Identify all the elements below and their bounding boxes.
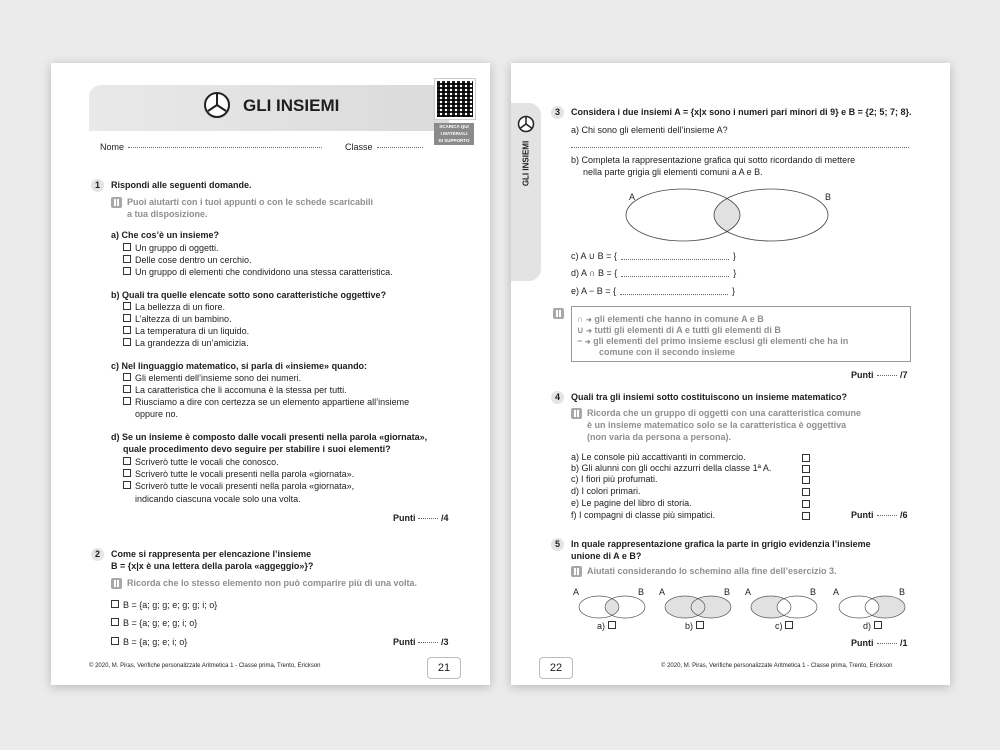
set-b-label: B [638, 587, 645, 597]
score-label: Punti [851, 370, 874, 380]
subquestion: quale procedimento devo seguire per stabilire i suoi elementi? [123, 444, 391, 454]
option[interactable]: Delle cose dentro un cerchio. [123, 255, 252, 266]
set-a-label: A [629, 192, 636, 202]
option-label: e) Le pagine del libro di storia. [571, 498, 692, 508]
hint-text: a tua disposizione. [127, 209, 208, 219]
page-number: 22 [539, 657, 573, 679]
option[interactable]: La bellezza di un fiore. [123, 302, 225, 313]
option[interactable]: B = {a; g; g; e; g; g; i; o} [111, 600, 217, 611]
venn-diagram[interactable] [623, 187, 833, 245]
copyright-footer: © 2020, M. Piras, Verifiche personalizzate Aritmetica 1 - Classe prima, Trento, Erickson [661, 663, 893, 669]
question-title: Rispondi alle seguenti domande. [111, 180, 252, 190]
checkbox[interactable] [802, 500, 810, 508]
qr-code[interactable] [435, 79, 475, 119]
venn-option-d[interactable] [837, 594, 907, 620]
union-answer[interactable]: c) A ∪ B = { } [571, 251, 736, 261]
score-label: Punti [851, 510, 874, 520]
question-title: unione di A e B? [571, 551, 642, 561]
set-a-label: A [745, 587, 752, 597]
option-continued: oppure no. [135, 409, 179, 419]
qr-caption: SCARICA QUI I MATERIALI DI SUPPORTO [434, 123, 474, 145]
legend-row-continued: comune con il secondo insieme [599, 347, 736, 357]
right-page [511, 63, 950, 685]
checkbox[interactable] [802, 488, 810, 496]
option-label: c) I fiori più profumati. [571, 474, 658, 484]
subquestion: d) Se un insieme è composto dalle vocali presenti nella parola «giornata», [111, 432, 428, 442]
set-a-label: A [659, 587, 666, 597]
question-number: 4 [551, 391, 564, 404]
score-max: /7 [900, 370, 908, 380]
set-a-label: A [833, 587, 840, 597]
question-title: Come si rappresenta per elencazione l’insieme [111, 549, 312, 559]
side-tab-label: GLI INSIEMI [521, 140, 531, 187]
score-field[interactable] [877, 515, 897, 516]
set-b-label: B [899, 587, 906, 597]
score-field[interactable] [877, 643, 897, 644]
hint-text: (non varia da persona a persona). [587, 432, 732, 442]
question-number: 5 [551, 538, 564, 551]
checkbox[interactable] [802, 465, 810, 473]
subquestion: b) Completa la rappresentazione grafica qui sotto ricordando di mettere [571, 155, 856, 165]
option-label: f) I compagni di classe più simpatici. [571, 510, 716, 520]
score-label: Punti [393, 637, 416, 647]
option[interactable]: B = {a; g; e; g; i; o} [111, 618, 197, 629]
hint-text: Puoi aiutarti con i tuoi appunti o con le schede scaricabili [127, 197, 374, 207]
option-a[interactable]: a) [597, 621, 620, 632]
hint-text: è un insieme matematico solo se la caratteristica è oggettiva [587, 420, 847, 430]
subquestion: c) Nel linguaggio matematico, si parla di «insieme» quando: [111, 361, 368, 371]
question-title: Considera i due insiemi A = {x|x sono i numeri pari minori di 9} e B = {2; 5; 7; 8}. [571, 107, 912, 117]
hint-icon [571, 566, 582, 577]
name-field[interactable] [128, 147, 322, 148]
checkbox[interactable] [802, 512, 810, 520]
hint-text: Ricorda che un gruppo di oggetti con una caratteristica comune [587, 408, 862, 418]
subquestion: b) Quali tra quelle elencate sotto sono caratteristiche oggettive? [111, 290, 387, 300]
option[interactable]: Gli elementi dell’insieme sono dei numeri. [123, 373, 301, 384]
option-continued: indicando ciascuna vocale solo una volta. [135, 494, 301, 504]
subquestion: nella parte grigia gli elementi comuni a A e B. [583, 167, 763, 177]
page-number: 21 [427, 657, 461, 679]
venn-option-b[interactable] [663, 594, 733, 620]
hint-icon [571, 408, 582, 419]
question-number: 2 [91, 548, 104, 561]
score-label: Punti [851, 638, 874, 648]
checkbox[interactable] [802, 454, 810, 462]
legend-row: ∪ ➜ tutti gli elementi di A e tutti gli elementi di B [577, 325, 781, 335]
option[interactable]: Un gruppo di elementi che condividono una stessa caratteristica. [123, 267, 393, 278]
score-field[interactable] [877, 375, 897, 376]
option[interactable]: Scriverò tutte le vocali presenti nella parola «giornata». [123, 469, 354, 480]
option[interactable]: Scriverò tutte le vocali che conosco. [123, 457, 279, 468]
option-label: a) Le console più accattivanti in commercio. [571, 452, 746, 462]
set-a-label: A [573, 587, 580, 597]
hint-text: Aiutati considerando lo schemino alla fine dell’esercizio 3. [587, 566, 837, 576]
left-page [51, 63, 490, 685]
legend-row: ∩ ➜ gli elementi che hanno in comune A e B [577, 314, 764, 324]
option[interactable]: Scriverò tutte le vocali presenti nella parola «giornata», [123, 481, 354, 492]
hint-text: Ricorda che lo stesso elemento non può comparire più di una volta. [127, 578, 418, 588]
score-field[interactable] [418, 518, 438, 519]
score-max: /3 [441, 637, 449, 647]
question-title: In quale rappresentazione grafica la parte in grigio evidenzia l’insieme [571, 539, 871, 549]
question-number: 1 [91, 179, 104, 192]
option[interactable]: La temperatura di un liquido. [123, 326, 249, 337]
venn-option-a[interactable] [577, 594, 647, 620]
option-label: b) Gli alunni con gli occhi azzurri della classe 1ª A. [571, 463, 772, 473]
score-max: /1 [900, 638, 908, 648]
subquestion: a) Chi sono gli elementi dell’insieme A? [571, 125, 728, 135]
copyright-footer: © 2020, M. Piras, Verifiche personalizzate Aritmetica 1 - Classe prima, Trento, Erickson [89, 663, 321, 669]
answer-line[interactable] [571, 147, 909, 148]
name-label: Nome [100, 142, 125, 152]
checkbox[interactable] [802, 476, 810, 484]
set-b-label: B [810, 587, 817, 597]
set-b-label: B [825, 192, 832, 202]
venn-option-c[interactable] [749, 594, 819, 620]
class-field[interactable] [377, 147, 423, 148]
option-d[interactable]: d) [863, 621, 886, 632]
option-c[interactable]: c) [775, 621, 797, 632]
legend-row: − ➜ gli elementi del primo insieme esclusi gli elementi che ha in [577, 336, 849, 346]
set-b-label: B [724, 587, 731, 597]
question-title: B = {x|x è una lettera della parola «aggeggio»}? [111, 561, 314, 571]
question-number: 3 [551, 106, 564, 119]
option[interactable]: La grandezza di un’amicizia. [123, 338, 249, 349]
subquestion: a) Che cos’è un insieme? [111, 230, 220, 240]
compass-icon [203, 91, 231, 119]
question-title: Quali tra gli insiemi sotto costituiscono un insieme matematico? [571, 392, 848, 402]
score-field[interactable] [418, 642, 438, 643]
option[interactable]: B = {a; g; e; i; o} [111, 637, 187, 648]
page-title: GLI INSIEMI [243, 96, 340, 115]
option-label: d) I colori primari. [571, 486, 641, 496]
score-max: /6 [900, 510, 908, 520]
class-label: Classe [345, 142, 373, 152]
score-label: Punti [393, 513, 416, 523]
score-max: /4 [441, 513, 449, 523]
hint-icon [111, 197, 122, 208]
compass-icon [517, 115, 535, 133]
option[interactable]: L’altezza di un bambino. [123, 314, 232, 325]
hint-icon [553, 308, 564, 319]
difference-answer[interactable]: e) A − B = { } [571, 286, 736, 296]
option[interactable]: La caratteristica che li accomuna è la stessa per tutti. [123, 385, 347, 396]
option[interactable]: Un gruppo di oggetti. [123, 243, 219, 254]
intersection-answer[interactable]: d) A ∩ B = { } [571, 268, 737, 278]
option[interactable]: Riusciamo a dire con certezza se un elemento appartiene all’insieme [123, 397, 409, 408]
option-b[interactable]: b) [685, 621, 708, 632]
hint-icon [111, 578, 122, 589]
